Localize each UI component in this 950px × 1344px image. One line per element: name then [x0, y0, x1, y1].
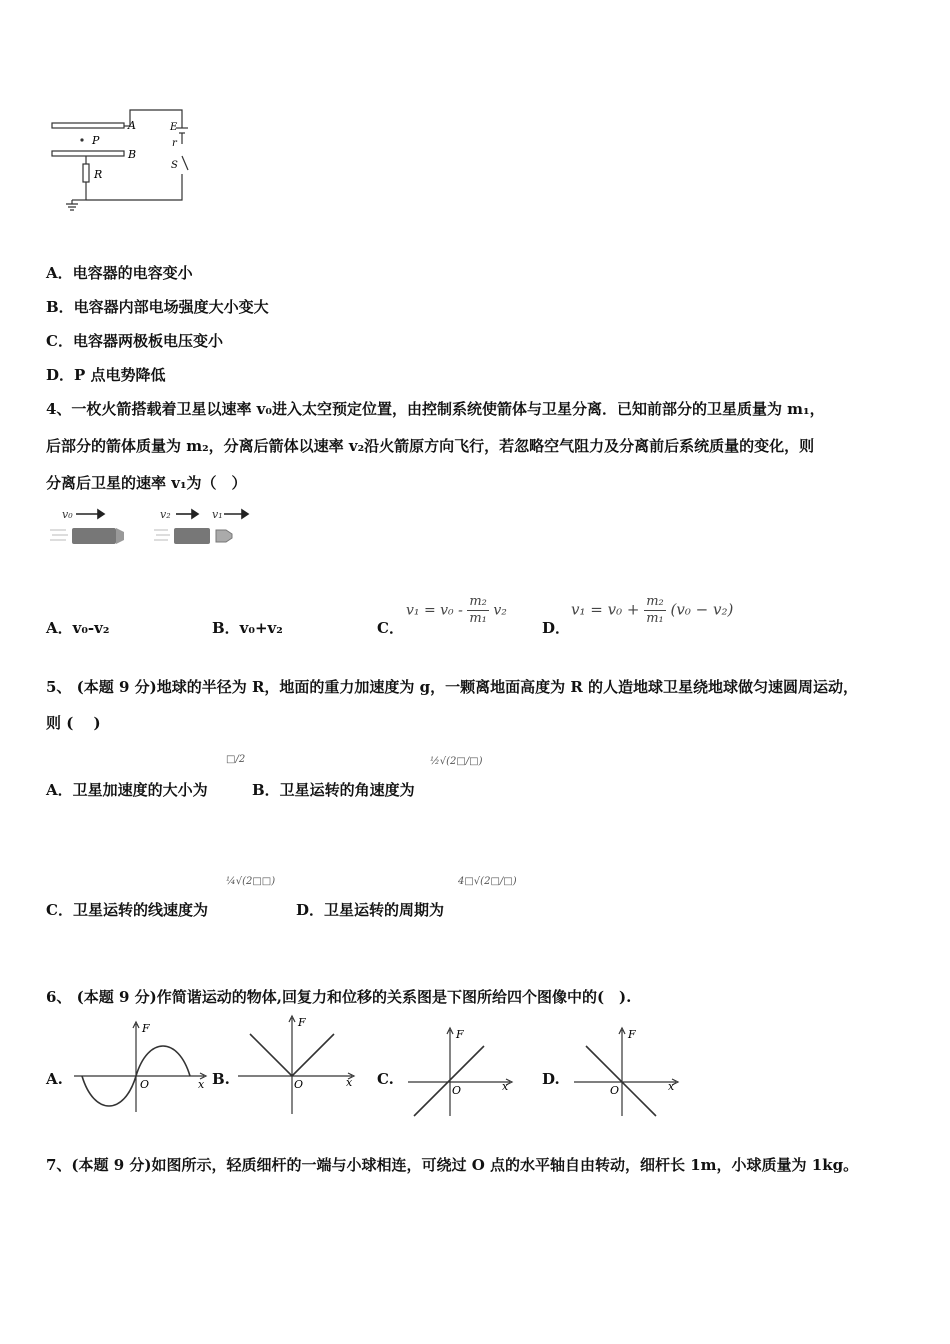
formula-d-tail: (v₀ − v₂): [670, 600, 734, 619]
formula-d-lhs: v₁ = v₀ +: [571, 600, 640, 619]
label-v0: v₀: [62, 508, 73, 521]
rocket-separation-figure: [46, 502, 258, 554]
label-s: S: [171, 160, 178, 171]
q4-stem-line3: 分离后卫星的速率 v₁为（ ）: [46, 474, 247, 492]
q6-graph-d[interactable]: [572, 1024, 682, 1118]
q5-option-b[interactable]: B．卫星运转的角速度为: [252, 781, 415, 799]
formula-c-numerator: m₂: [469, 594, 487, 609]
q4-option-b[interactable]: B．v₀+v₂: [212, 619, 283, 637]
q5-option-c-expr: ¼√(2□□): [226, 876, 276, 887]
plate-b: [52, 151, 124, 156]
axis-f-a: F: [142, 1022, 150, 1035]
q3-option-d[interactable]: D．P 点电势降低: [46, 366, 166, 384]
plate-a: [52, 123, 124, 128]
q5-option-a-expr: □/2: [226, 754, 246, 765]
q3-option-b[interactable]: B．电容器内部电场强度大小变大: [46, 298, 269, 316]
axis-x-a: x: [198, 1078, 205, 1091]
label-e: E: [170, 122, 178, 133]
q4-stem-line1: 4、一枚火箭搭载着卫星以速率 v₀进入太空预定位置，由控制系统使箭体与卫星分离．已知前部分的卫星质量为 m₁，: [46, 400, 825, 418]
q6-option-c-label[interactable]: C.: [377, 1070, 394, 1088]
formula-d-numerator: m₂: [646, 594, 664, 609]
capacitor-circuit-diagram: [50, 108, 200, 212]
q7-stem: 7、(本题 9 分)如图所示，轻质细杆的一端与小球相连，可绕过 O 点的水平轴自由转动，细杆长 1m，小球质量为 1kg。: [46, 1156, 859, 1174]
q6-graph-a[interactable]: [72, 1018, 212, 1114]
satellite-body: [216, 530, 232, 542]
axis-x-b: x: [346, 1076, 353, 1089]
q4-option-a[interactable]: A．v₀-v₂: [46, 619, 110, 637]
formula-c-denominator: m₁: [469, 611, 487, 626]
q6-graph-b[interactable]: [236, 1014, 360, 1118]
formula-c-lhs: v₁ = v₀ -: [406, 602, 463, 619]
axis-x-c: x: [502, 1080, 509, 1093]
q3-option-a[interactable]: A．电容器的电容变小: [46, 264, 193, 282]
label-a: A: [128, 119, 136, 132]
q5-stem-line2: 则 ( ): [46, 714, 101, 732]
q5-option-d-expr: 4□√(2□/□): [458, 876, 517, 887]
rocket-booster: [174, 528, 210, 544]
q3-option-c[interactable]: C．电容器两极板电压变小: [46, 332, 223, 350]
origin-b: O: [294, 1078, 304, 1091]
q4-option-d-formula: [571, 594, 733, 627]
q6-option-d-label[interactable]: D.: [542, 1070, 560, 1088]
rocket-body: [72, 528, 116, 544]
axis-x-d: x: [668, 1080, 675, 1093]
q5-option-c[interactable]: C．卫星运转的线速度为: [46, 901, 208, 919]
label-v2: v₂: [160, 508, 171, 521]
q4-stem-line2: 后部分的箭体质量为 m₂，分离后箭体以速率 v₂沿火箭原方向飞行，若忽略空气阻力及分离前后系统质量的变化，则: [46, 437, 815, 455]
q5-stem-line1: 5、 (本题 9 分)地球的半径为 R，地面的重力加速度为 g，一颗离地面高度为 R 的人造地球卫星绕地球做匀速圆周运动，: [46, 678, 859, 696]
label-v1: v₁: [212, 508, 223, 521]
label-b: B: [128, 148, 137, 161]
formula-d-denominator: m₁: [646, 611, 664, 626]
label-p: P: [92, 134, 100, 147]
q5-option-d[interactable]: D．卫星运转的周期为: [296, 901, 445, 919]
axis-f-c: F: [456, 1028, 464, 1041]
q4-option-d-label[interactable]: D．: [542, 619, 571, 637]
q5-option-b-expr: ½√(2□/□): [430, 756, 483, 767]
q6-graph-c[interactable]: [406, 1024, 516, 1118]
formula-c-tail: v₂: [493, 602, 507, 619]
axis-f-d: F: [628, 1028, 636, 1041]
label-r: R: [94, 168, 103, 181]
q4-option-c-formula: [406, 594, 507, 627]
q6-stem: 6、 (本题 9 分)作简谐运动的物体,回复力和位移的关系图是下图所给四个图像中的( ).: [46, 988, 632, 1006]
origin-c: O: [452, 1084, 462, 1097]
label-small-r: r: [172, 138, 177, 149]
axis-f-b: F: [298, 1016, 306, 1029]
formula-c-fraction: [467, 594, 489, 627]
q6-option-a-label[interactable]: A.: [46, 1070, 63, 1088]
origin-a: O: [140, 1078, 150, 1091]
q5-option-a[interactable]: A．卫星加速度的大小为: [46, 781, 208, 799]
origin-d: O: [610, 1084, 620, 1097]
q6-option-b-label[interactable]: B.: [212, 1070, 230, 1088]
q4-option-c-label[interactable]: C．: [377, 619, 404, 637]
formula-d-fraction: [644, 594, 666, 627]
